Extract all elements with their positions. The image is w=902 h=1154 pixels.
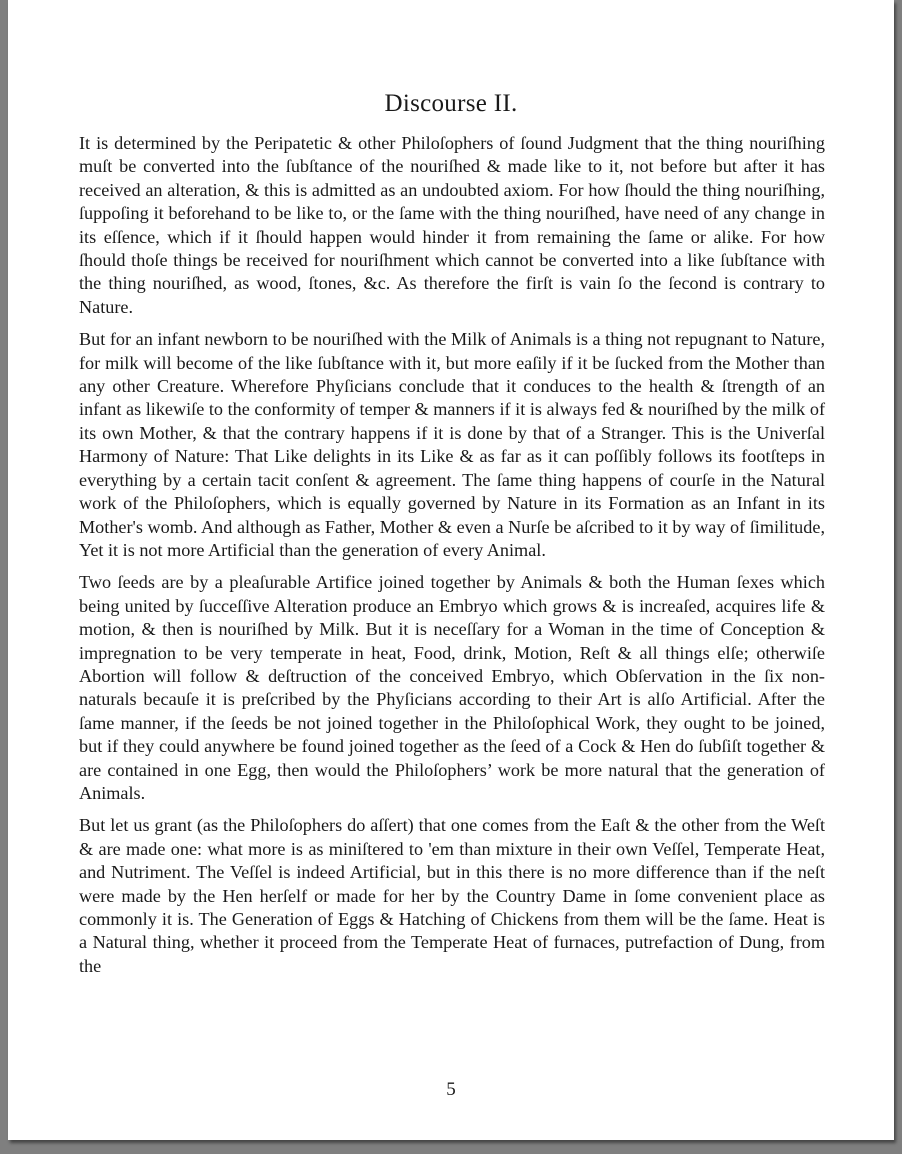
paragraph: Two ſeeds are by a pleaſurable Artifice joined together by Animals & both the Human ſexes which being united by ſucceſſive Alteration produce an Embryo which grows & is increaſed, acquires life & motion, & then is nouriſhed by Milk. But it is neceſſary for a Woman in the time of Conception & impregnation to be very temperate in heat, Food, drink, Motion, Reſt & all things elſe; otherwiſe Abortion will follow & deſtruction of the conceived Embryo, which Obſervation in the ſix non-naturals becauſe it is preſcribed by the Phyſicians according to their Art is alſo Artificial. After the ſame manner, if the ſeeds be not joined together in the Philoſophical Work, they ought to be joined, but if they could anywhere be found joined together as the ſeed of a Cock & Hen do ſubſiſt together & are contained in one Egg, then would the Philoſophers’ work be more natural that the generation of Animals. xyxy=(79,572,825,803)
document-page xyxy=(8,0,894,1140)
paragraph: But for an infant newborn to be nouriſhed with the Milk of Animals is a thing not repugnant to Nature, for milk will become of the like ſubſtance with it, but more eaſily if it be ſucked from the Mother than any other Creature. Wherefore Phyſicians conclude that it conduces to the health & ſtrength of an infant as likewiſe to the conformity of temper & manners if it is always fed & nouriſhed by the milk of its own Mother, & that the contrary happens if it is done by that of a Stranger. This is the Univerſal Harmony of Nature: That Like delights in its Like & as far as it can poſſibly follows its footſteps in everything by a certain tacit conſent & agreement. The ſame thing happens of courſe in the Natural work of the Philoſophers, which is equally governed by Nature in its Formation as an Infant in its Mother's womb. And although as Father, Mother & even a Nurſe be aſcribed to it by way of ſimilitude, Yet it is not more Artificial than the generation of every Animal. xyxy=(79,329,825,560)
body-text xyxy=(79,132,825,987)
page-title: Discourse II. xyxy=(384,90,518,117)
paragraph: But let us grant (as the Philoſophers do aſſert) that one comes from the Eaſt & the other from the Weſt & are made one: what more is as miniſtered to 'em than mixture in their own Veſſel, Temperate Heat, and Nutriment. The Veſſel is indeed Artificial, but in this there is no more difference than if the neſt were made by the Hen herſelf or made for her by the Country Dame in ſome convenient place as commonly it is. The Generation of Eggs & Hatching of Chickens from them will be the ſame. Heat is a Natural thing, whether it proceed from the Temperate Heat of furnaces, putrefaction of Dung, from the xyxy=(79,815,825,976)
paragraph: It is determined by the Peripatetic & other Philoſophers of ſound Judgment that the thing nouriſhing muſt be converted into the ſubſtance of the nouriſhed & made like to it, not before but after it has received an alteration, & this is admitted as an undoubted axiom. For how ſhould the thing nouriſhing, ſuppoſing it beforehand to be like to, or the ſame with the thing nouriſhed, have need of any change in its eſſence, which if it ſhould happen would hinder it from remaining the ſame or alike. For how ſhould thoſe things be received for nouriſhment which cannot be converted into a like ſubſtance with the thing nouriſhed, as wood, ſtones, &c. As therefore the firſt is vain ſo the ſecond is contrary to Nature. xyxy=(79,133,825,317)
page-number: 5 xyxy=(446,1079,456,1100)
